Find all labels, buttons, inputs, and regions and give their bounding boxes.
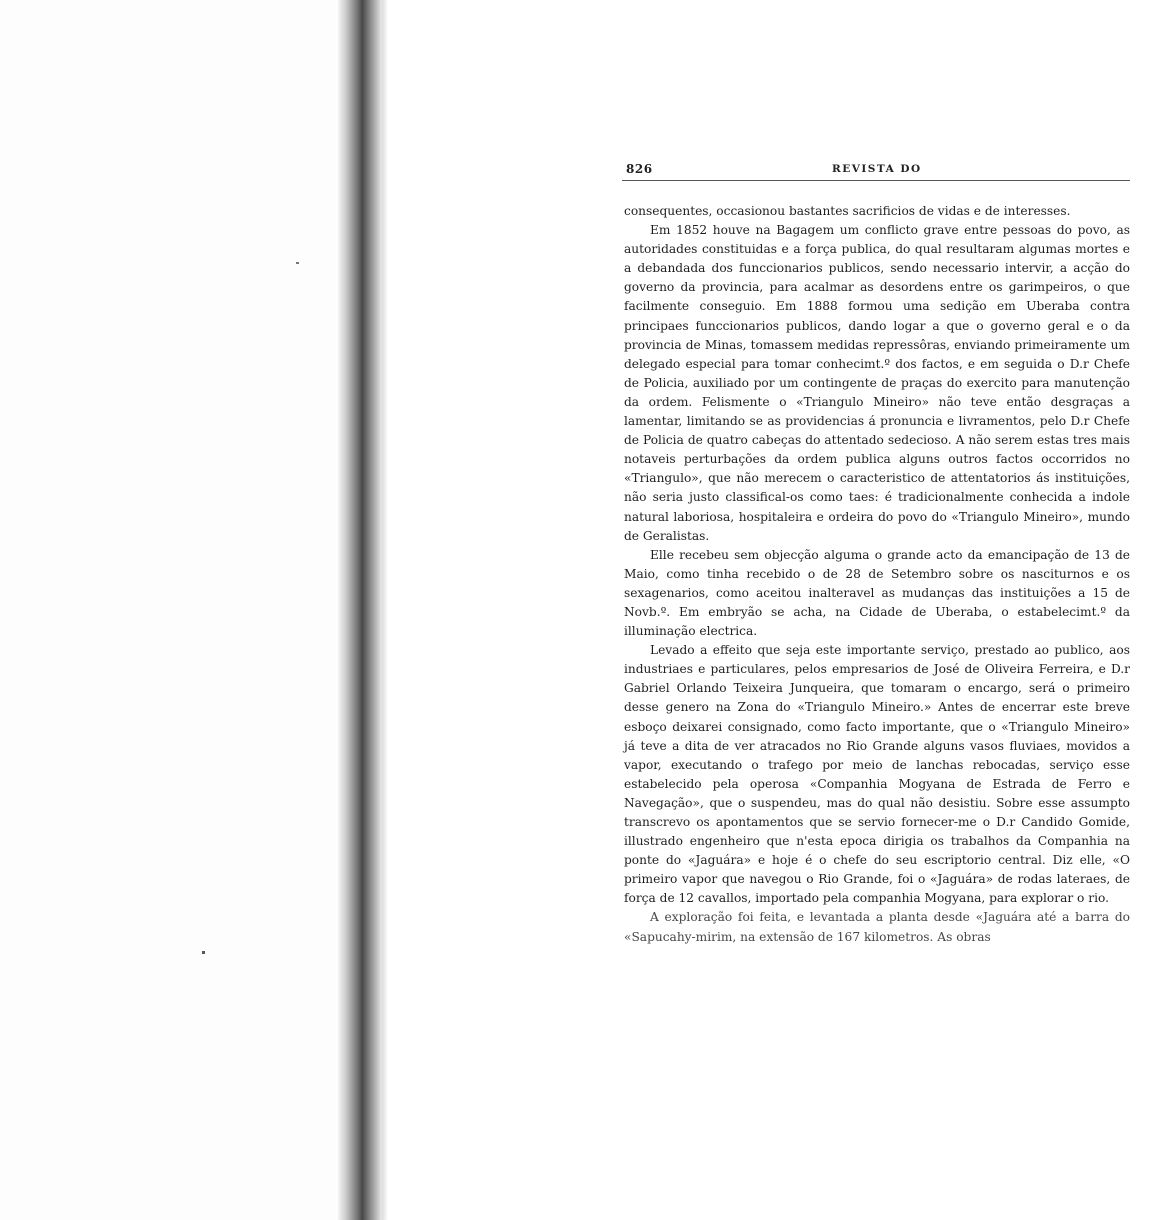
book-spine-shadow bbox=[338, 0, 382, 1220]
blank-left-page bbox=[0, 0, 340, 1220]
paragraph: consequentes, occasionou bastantes sacrificios de vidas e de interesses. bbox=[624, 204, 1071, 218]
speck-mark bbox=[296, 262, 299, 264]
paragraph: Elle recebeu sem objecção alguma o grande acto da emancipação de 13 de Maio, como tinha recebido o de 28 de Setembro sobre os nasciturnos e os sexagenarios, como aceitou inalteravel as mudanças das instituições a 15 de Novb.º. Em embryão se acha, na Cidade de Uberaba, o estabelecimt.º da illuminação electrica. bbox=[624, 547, 1130, 639]
page-number: 826 bbox=[626, 162, 653, 176]
page-edge bbox=[382, 0, 388, 1220]
paragraph: A exploração foi feita, e levantada a planta desde «Jaguára até a barra do «Sapucahy-mirim, na extensão de 167 kilometros. As obras bbox=[624, 910, 1130, 944]
body-text bbox=[624, 202, 1130, 947]
page-header bbox=[622, 160, 1130, 180]
speck-mark bbox=[202, 951, 205, 954]
paragraph: Levado a effeito que seja este importante serviço, prestado ao publico, aos industriaes e particulares, pelos empresarios de José de Oliveira Ferreira, e D.r Gabriel Orlando Teixeira Junqueira, que tomaram o encargo, será o primeiro desse genero na Zona do «Triangulo Mineiro.» Antes de encerrar este breve esboço deixarei consignado, como facto importante, que o «Triangulo Mineiro» já teve a dita de ver atracados no Rio Grande alguns vasos fluviaes, movidos a vapor, executando o trafego por meio de lanchas rebocadas, serviço esse estabelecido pela operosa «Companhia Mogyana de Estrada de Ferro e Navegação», que o suspendeu, mas do qual não desistiu. Sobre esse assumpto transcrevo os apontamentos que se servio fornecer-me o D.r Candido Gomide, illustrado engenheiro que n'esta epoca dirigia os trabalhos da Companhia na ponte do «Jaguára» e hoje é o chefe do seu escriptorio central. Diz elle, «O primeiro vapor que navegou o Rio Grande, foi o «Jaguára» de rodas lateraes, de força de 12 cavallos, importado pela companhia Mogyana, para explorar o rio. bbox=[624, 643, 1130, 906]
running-head: REVISTA DO bbox=[832, 163, 922, 175]
header-rule bbox=[622, 180, 1130, 181]
document-page bbox=[622, 160, 1130, 1080]
paragraph: Em 1852 houve na Bagagem um conflicto grave entre pessoas do povo, as autoridades constituidas e a força publica, do qual resultaram algumas mortes e a debandada dos funccionarios publicos, sendo necessario intervir, a acção do governo da provincia, para acalmar as desordens entre os garimpeiros, o que facilmente conseguio. Em 1888 formou uma sedição em Uberaba contra principaes funccionarios publicos, dando logar a que o governo geral e o da provincia de Minas, tomassem medidas repressôras, enviando primeiramente um delegado especial para tomar conhecimt.º dos factos, e em seguida o D.r Chefe de Policia, auxiliado por um contingente de praças do exercito para manutenção da ordem. Felismente o «Triangulo Mineiro» não teve então desgraças a lamentar, limitando se as providencias á pronuncia e livramentos, pelo D.r Chefe de Policia de quatro cabeças do attentado sedecioso. A não serem estas tres mais notaveis perturbações da ordem publica alguns outros factos occorridos no «Triangulo», que não merecem o caracteristico de attentatorios ás instituições, não seria justo classifical-os como taes: é tradicionalmente conhecida a indole natural laboriosa, hospitaleira e ordeira do povo do «Triangulo Mineiro», mundo de Geralistas. bbox=[624, 223, 1130, 543]
